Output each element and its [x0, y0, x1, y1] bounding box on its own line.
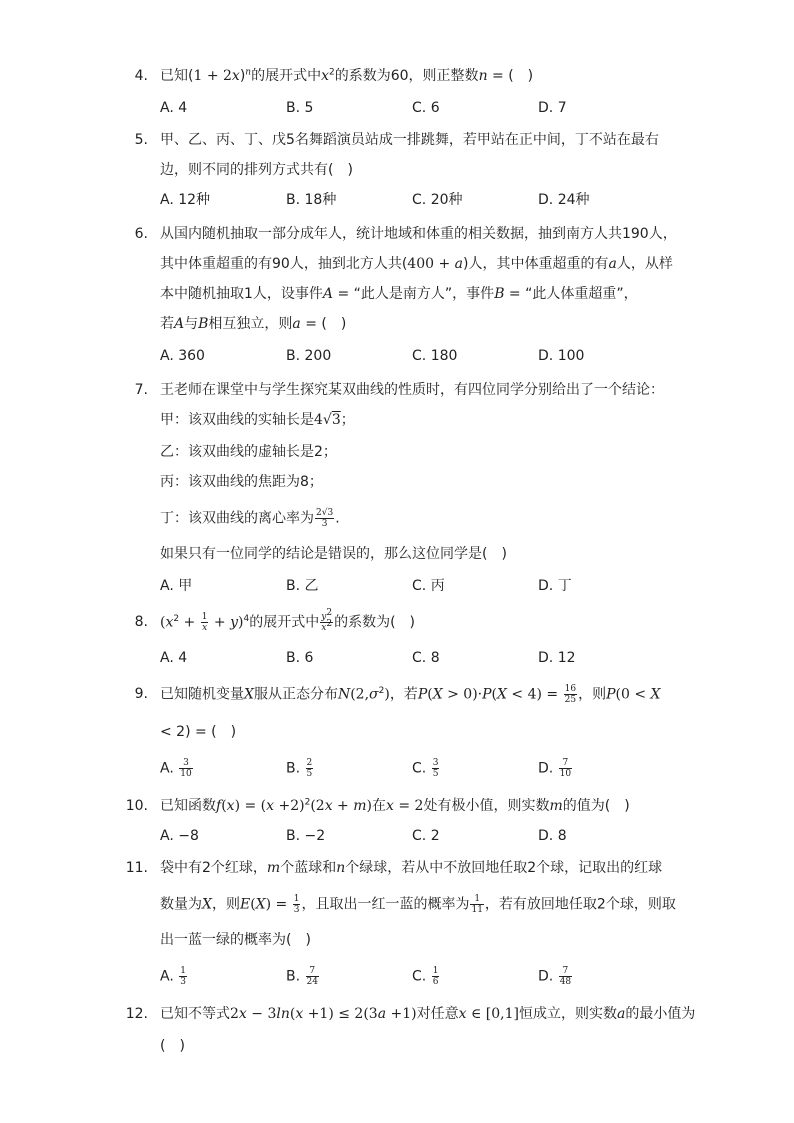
question-stem-line: 若A与B相互独立，则a = ( ) — [160, 316, 347, 332]
question-stem-line: ( ) — [160, 1038, 185, 1054]
question-number: 6. — [134, 226, 148, 242]
option-c[interactable]: C. 6 — [412, 100, 440, 116]
option-a[interactable]: A. 甲 — [160, 578, 193, 594]
option-b[interactable]: B. $\frac{2}{5}$ — [286, 758, 313, 779]
option-d[interactable]: D. 12 — [538, 650, 576, 666]
question-stem-line: 数量为X，则E(X) = $\frac{1}{3}$ ，且取出一红一蓝的概率为 $\frac{1}{11}$ ，若有放回地任取2个球，则取 — [160, 894, 676, 915]
option-d[interactable]: D. $\frac{7}{10}$ — [538, 758, 572, 779]
question-stem-line: 袋中有2个红球，m个蓝球和n个绿球，若从中不放回地任取2个球，记取出的红球 — [160, 860, 663, 876]
option-c[interactable]: C. $\frac{3}{5}$ — [412, 758, 439, 779]
question-stem-line: 如果只有一位同学的结论是错误的，那么这位同学是( ) — [160, 546, 507, 562]
option-b[interactable]: B. 6 — [286, 650, 314, 666]
option-a[interactable]: A. 4 — [160, 650, 188, 666]
question-stem-line: 王老师在课堂中与学生探究某双曲线的性质时，有四位同学分别给出了一个结论： — [160, 382, 664, 398]
question-number: 4. — [134, 68, 148, 84]
option-b[interactable]: B. $\frac{7}{24}$ — [286, 966, 318, 987]
question-stem-line: 已知随机变量X服从正态分布$N(2,\sigma^2)$，若P(X > 0)·P(X < 4) = $\frac{16}{25}$ ，则P(0 < X — [160, 684, 661, 705]
question-stem-line: 丙：该双曲线的焦距为8； — [160, 474, 323, 490]
question-stem-line: < 2) = ( ) — [160, 724, 237, 740]
option-a[interactable]: A. $\frac{3}{10}$ — [160, 758, 192, 779]
question-number: 7. — [134, 382, 148, 398]
option-d[interactable]: D. 7 — [538, 100, 567, 116]
option-a[interactable]: A. 4 — [160, 100, 188, 116]
question-stem-line: 本中随机抽取1人，设事件A = “此人是南方人”，事件B = “此人体重超重”， — [160, 286, 638, 302]
question-stem-line: 其中体重超重的有90人，抽到北方人共(400 + a)人，其中体重超重的有a人，从样 — [160, 256, 673, 272]
option-c[interactable]: C. 20种 — [412, 192, 463, 208]
question-number: 12. — [125, 1006, 148, 1022]
question-stem: 已知$(1 + 2x)^n$的展开式中$x^2$的系数为60，则正整数n = ( ) — [160, 67, 534, 84]
question-stem-line: 边，则不同的排列方式共有( ) — [160, 162, 353, 178]
question-number: 8. — [134, 614, 148, 630]
option-d[interactable]: D. 24种 — [538, 192, 590, 208]
question-number: 10. — [125, 798, 148, 814]
option-b[interactable]: B. −2 — [286, 828, 326, 844]
option-c[interactable]: C. 8 — [412, 650, 440, 666]
question-stem-line: 已知不等式2x − 3ln(x +1) ≤ 2(3a +1)对任意x ∈ [0,1]恒成立，则实数a的最小值为 — [160, 1006, 696, 1022]
question-number: 5. — [134, 132, 148, 148]
option-b[interactable]: B. 200 — [286, 348, 332, 364]
option-d[interactable]: D. 100 — [538, 348, 585, 364]
option-b[interactable]: B. 5 — [286, 100, 314, 116]
question-stem-line: 甲：该双曲线的实轴长是4√3； — [160, 412, 355, 428]
option-a[interactable]: A. 360 — [160, 348, 205, 364]
option-c[interactable]: C. 180 — [412, 348, 458, 364]
option-a[interactable]: A. −8 — [160, 828, 199, 844]
question-stem-line: 乙：该双曲线的虚轴长是2； — [160, 444, 337, 460]
option-b[interactable]: B. 18种 — [286, 192, 337, 208]
option-d[interactable]: D. $\frac{7}{48}$ — [538, 966, 572, 987]
question-stem-line: 出一蓝一绿的概率为( ) — [160, 932, 311, 948]
option-c[interactable]: C. $\frac{1}{6}$ — [412, 966, 439, 987]
option-a[interactable]: A. $\frac{1}{3}$ — [160, 966, 186, 987]
question-number: 11. — [125, 860, 148, 876]
option-b[interactable]: B. 乙 — [286, 578, 319, 594]
question-stem: 已知函数$f(x) = (x +2)^2(2x + m)$在x = 2处有极小值，则实数m的值为( ) — [160, 797, 630, 814]
option-a[interactable]: A. 12种 — [160, 192, 211, 208]
option-c[interactable]: C. 2 — [412, 828, 440, 844]
question-stem-line: 从国内随机抽取一部分成年人，统计地域和体重的相关数据，抽到南方人共190人， — [160, 226, 677, 242]
option-d[interactable]: D. 丁 — [538, 578, 572, 594]
question-stem-line: 甲、乙、丙、丁、戊5名舞蹈演员站成一排跳舞，若甲站在正中间，丁不站在最右 — [160, 132, 659, 148]
option-c[interactable]: C. 丙 — [412, 578, 445, 594]
option-d[interactable]: D. 8 — [538, 828, 567, 844]
question-stem-line: 丁：该双曲线的离心率为 $\frac{2√3}{3}$ . — [160, 508, 340, 529]
question-stem: ($x^2$ + $\frac{1}{x}$ + y)$^4$的展开式中 $\frac{y^2}{x^2}$ 的系数为( ) — [160, 608, 416, 633]
question-number: 9. — [134, 686, 148, 702]
